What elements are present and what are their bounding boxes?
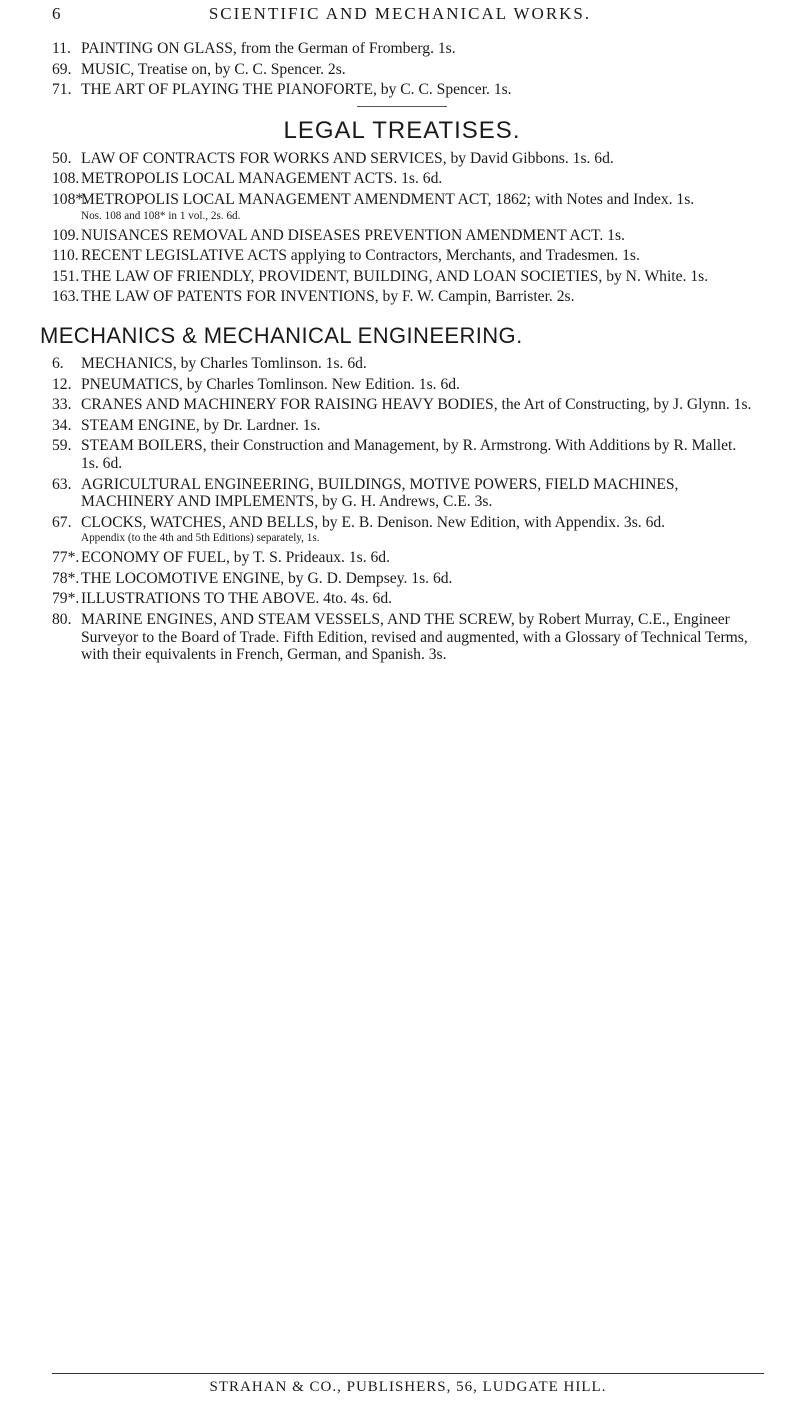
entry-text: ILLUSTRATIONS TO THE ABOVE. 4to. 4s. 6d.	[81, 590, 393, 608]
entry-text: AGRICULTURAL ENGINEERING, BUILDINGS, MOTIVE POWERS, FIELD MACHINES, MACHINERY AND IMPLEMENTS, by G. H. Andrews, C.E. 3s.	[81, 475, 679, 511]
entry-text: THE LAW OF PATENTS FOR INVENTIONS, by F. W. Campin, Barrister. 2s.	[81, 288, 575, 306]
entry-text: RECENT LEGISLATIVE ACTS applying to Contractors, Merchants, and Tradesmen. 1s.	[81, 247, 640, 265]
entry-number: 163.	[52, 288, 80, 306]
entry-text: ECONOMY OF FUEL, by T. S. Prideaux. 1s. 6d.	[81, 549, 390, 567]
legal-section	[52, 117, 752, 306]
entry-number: 63.	[52, 475, 72, 493]
entry-text: THE ART OF PLAYING THE PIANOFORTE, by C. C. Spencer. 1s.	[81, 81, 512, 99]
catalogue-entry	[52, 150, 752, 168]
entry-number: 69.	[52, 60, 72, 78]
entry-number: 12.	[52, 375, 72, 393]
entry-number: 50.	[52, 149, 72, 167]
catalogue-entry	[52, 376, 752, 394]
entry-text: CRANES AND MACHINERY FOR RAISING HEAVY BODIES, the Art of Constructing, by J. Glynn. 1s.	[81, 396, 752, 414]
catalogue-entry	[52, 476, 752, 511]
entry-number: 110.	[52, 247, 79, 265]
mechanics-section	[40, 322, 752, 664]
catalogue-entry	[52, 611, 752, 664]
catalogue-entry	[52, 40, 752, 58]
entry-text: METROPOLIS LOCAL MANAGEMENT ACTS. 1s. 6d.	[81, 170, 443, 188]
entry-number: 108.	[52, 170, 80, 188]
catalogue-entry	[52, 81, 752, 99]
entry-note: Nos. 108 and 108* in 1 vol., 2s. 6d.	[81, 209, 241, 222]
catalogue-entry	[52, 549, 752, 567]
page-content	[40, 40, 752, 667]
catalogue-entry	[52, 514, 752, 547]
entry-number: 6.	[52, 354, 64, 372]
catalogue-entry	[52, 191, 752, 224]
catalogue-entry	[52, 417, 752, 435]
entry-text: PNEUMATICS, by Charles Tomlinson. New Edition. 1s. 6d.	[81, 375, 460, 393]
catalogue-entry	[52, 247, 752, 265]
catalogue-entry	[52, 227, 752, 245]
entry-number: 77*.	[52, 549, 80, 567]
entry-text: THE LOCOMOTIVE ENGINE, by G. D. Dempsey. 1s. 6d.	[81, 569, 453, 587]
entry-number: 59.	[52, 437, 72, 455]
entry-text: PAINTING ON GLASS, from the German of Fromberg. 1s.	[81, 40, 456, 57]
entry-number: 79*.	[52, 590, 80, 608]
entry-number: 109.	[52, 226, 80, 244]
entry-number: 67.	[52, 513, 72, 531]
catalogue-entry	[52, 570, 752, 588]
entry-number: 11.	[52, 40, 71, 57]
entry-text: STEAM ENGINE, by Dr. Lardner. 1s.	[81, 416, 321, 434]
entry-number: 34.	[52, 416, 72, 434]
section-heading-mechanics: MECHANICS & MECHANICAL ENGINEERING.	[40, 322, 523, 348]
entry-text: METROPOLIS LOCAL MANAGEMENT AMENDMENT ACT, 1862; with Notes and Index. 1s.	[81, 190, 695, 208]
catalogue-entry	[52, 590, 752, 608]
catalogue-entry	[52, 396, 752, 414]
entry-number: 78*.	[52, 569, 80, 587]
entry-text: THE LAW OF FRIENDLY, PROVIDENT, BUILDING, AND LOAN SOCIETIES, by N. White. 1s.	[81, 267, 709, 285]
entry-text: MECHANICS, by Charles Tomlinson. 1s. 6d.	[81, 354, 367, 372]
entry-text: STEAM BOILERS, their Construction and Management, by R. Armstrong. With Additions by R. Mallet. 1s. 6d.	[81, 437, 737, 472]
catalogue-entry	[52, 288, 752, 306]
entry-text: MARINE ENGINES, AND STEAM VESSELS, AND THE SCREW, by Robert Murray, C.E., Engineer Surveyor to the Board of Trade. Fifth Edition, revised and augmented, with a Glossary of Technical Terms, with their equivalents in French, German, and Spanish. 3s.	[81, 611, 748, 664]
section-divider	[357, 106, 447, 107]
catalogue-entry	[52, 268, 752, 286]
page-number: 6	[52, 4, 63, 23]
entry-number: 108*.	[52, 190, 88, 208]
running-head-title: SCIENTIFIC AND MECHANICAL WORKS.	[208, 4, 592, 23]
entry-number: 80.	[52, 611, 72, 629]
top-entries	[52, 40, 752, 99]
entry-text: LAW OF CONTRACTS FOR WORKS AND SERVICES, by David Gibbons. 1s. 6d.	[81, 149, 614, 167]
catalogue-entry	[52, 61, 752, 79]
publisher-imprint: STRAHAN & CO., PUBLISHERS, 56, LUDGATE HILL.	[52, 1373, 764, 1396]
entry-text: CLOCKS, WATCHES, AND BELLS, by E. B. Denison. New Edition, with Appendix. 3s. 6d.	[81, 513, 666, 531]
section-heading-legal: LEGAL TREATISES.	[283, 116, 521, 144]
entry-note: Appendix (to the 4th and 5th Editions) separately, 1s.	[81, 532, 320, 545]
entry-text: MUSIC, Treatise on, by C. C. Spencer. 2s.	[81, 60, 346, 78]
entry-number: 33.	[52, 396, 72, 414]
entry-number: 151.	[52, 267, 80, 285]
entry-number: 71.	[52, 81, 72, 99]
running-head	[0, 2, 800, 26]
catalogue-entry	[52, 437, 752, 472]
entry-text: NUISANCES REMOVAL AND DISEASES PREVENTION AMENDMENT ACT. 1s.	[81, 226, 625, 244]
catalogue-entry	[52, 355, 752, 373]
catalogue-entry	[52, 170, 752, 188]
